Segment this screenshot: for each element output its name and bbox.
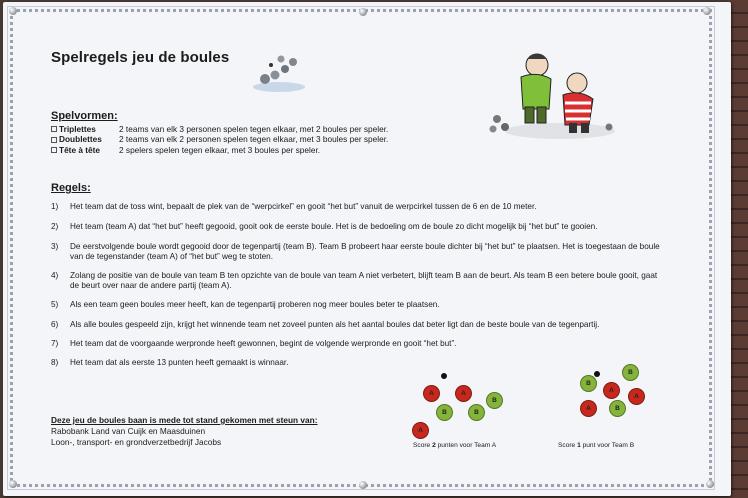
players-illustration [485, 47, 625, 142]
spelvorm-name: Triplettes [59, 124, 96, 134]
checkbox-icon [51, 147, 57, 153]
jack-icon [441, 373, 447, 379]
list-item [51, 134, 388, 144]
rule-number: 8) [51, 358, 59, 367]
boule-team-b: B [468, 404, 485, 421]
boule-team-a: A [423, 385, 440, 402]
sponsor-heading: Deze jeu de boules baan is mede tot stand gekomen met steun van: [51, 415, 318, 425]
rule-text: Het team (team A) dat “het but” heeft gegooid, gooit ook de eerste boule. Het is de bedoeling om de boule zo dicht mogelijk bij “het but” te gooien. [70, 222, 598, 231]
boule-team-a: A [580, 400, 597, 417]
sponsor-block [51, 415, 318, 447]
rule-text: Zolang de positie van de boule van team B ten opzichte van de boule van team A niet verbetert, blijft team B aan de beurt. Als team B een betere boule gooit, gaat de beurt over naar de andere partij (team A). [70, 271, 658, 290]
rule-number: 3) [51, 242, 59, 251]
score-caption: Score 1 punt voor Team B [558, 442, 635, 449]
boule-team-a: A [412, 422, 429, 439]
rule-number: 6) [51, 320, 59, 329]
boule-team-a: A [628, 388, 645, 405]
spelvormen-list [51, 124, 388, 155]
spelvorm-desc: 2 teams van elk 2 personen spelen tegen elkaar, met 3 boules per speler. [119, 134, 389, 145]
rule-number: 4) [51, 271, 59, 280]
screw-icon [359, 481, 367, 489]
rule-text: Het team dat de voorgaande werpronde heeft gewonnen, begint de volgende werpronde en gooit “het but”. [70, 339, 457, 348]
boules-illustration [251, 47, 309, 93]
score-caption: Score 2 punten voor Team A [413, 442, 497, 449]
rules-sign [3, 2, 731, 496]
boule-team-b: B [622, 364, 639, 381]
rule-number: 1) [51, 202, 59, 211]
spelvorm-name: Doublettes [59, 134, 102, 145]
list-item [51, 124, 388, 134]
checkbox-icon [51, 137, 57, 143]
sponsor-line: Rabobank Land van Cuijk en Maasduinen [51, 425, 206, 436]
checkbox-icon [51, 126, 57, 132]
rule-text: Als een team geen boules meer heeft, kan de tegenpartij proberen nog meer boules beter te plaatsen. [70, 300, 440, 309]
spelvorm-desc: 2 spelers spelen tegen elkaar, met 3 boules per speler. [119, 144, 321, 155]
list-item [51, 222, 667, 232]
screw-icon [706, 480, 714, 488]
spelvorm-name: Tête à tête [59, 144, 101, 155]
rule-text: De eerstvolgende boule wordt gegooid door de tegenpartij (team B). Team B probeert haar eerste boule dichter bij “het but” te plaatsen. Het is toegestaan de boule van de tegenstander (team A) of “het but” weg te stoten. [70, 242, 660, 261]
page-title: Spelregels jeu de boules [51, 49, 230, 66]
screw-icon [9, 7, 17, 15]
brick-wall [728, 0, 748, 498]
boule-team-a: A [455, 385, 472, 402]
screw-icon [9, 480, 17, 488]
spelvormen-heading: Spelvormen: [51, 110, 118, 122]
sponsor-line: Loon-, transport- en grondverzetbedrijf Jacobs [51, 436, 222, 447]
list-item [51, 145, 388, 155]
screw-icon [359, 8, 367, 16]
regels-heading: Regels: [51, 182, 91, 194]
rule-text: Als alle boules gespeeld zijn, krijgt het winnende team net zoveel punten als het aantal boules dat beter ligt dan de beste boule van de tegenpartij. [70, 320, 600, 329]
list-item [51, 242, 667, 262]
rule-text: Het team dat de toss wint, bepaalt de plek van de “werpcirkel” en gooit “het but” vanuit de werpcirkel tussen de 6 en de 10 meter. [70, 202, 537, 211]
screw-icon [703, 7, 711, 15]
list-item [51, 300, 667, 310]
rule-number: 5) [51, 300, 59, 309]
list-item [51, 358, 667, 368]
boule-team-b: B [580, 375, 597, 392]
list-item [51, 339, 667, 349]
spelvorm-desc: 2 teams van elk 3 personen spelen tegen elkaar, met 2 boules per speler. [119, 124, 389, 134]
list-item [51, 202, 667, 212]
boule-team-b: B [486, 392, 503, 409]
jack-icon [594, 371, 600, 377]
boule-team-b: B [609, 400, 626, 417]
boule-team-b: B [436, 404, 453, 421]
list-item [51, 271, 667, 291]
list-item [51, 320, 667, 330]
boule-team-a: A [603, 382, 620, 399]
rule-number: 2) [51, 222, 59, 231]
rule-text: Het team dat als eerste 13 punten heeft gemaakt is winnaar. [70, 358, 289, 367]
rule-number: 7) [51, 339, 59, 348]
